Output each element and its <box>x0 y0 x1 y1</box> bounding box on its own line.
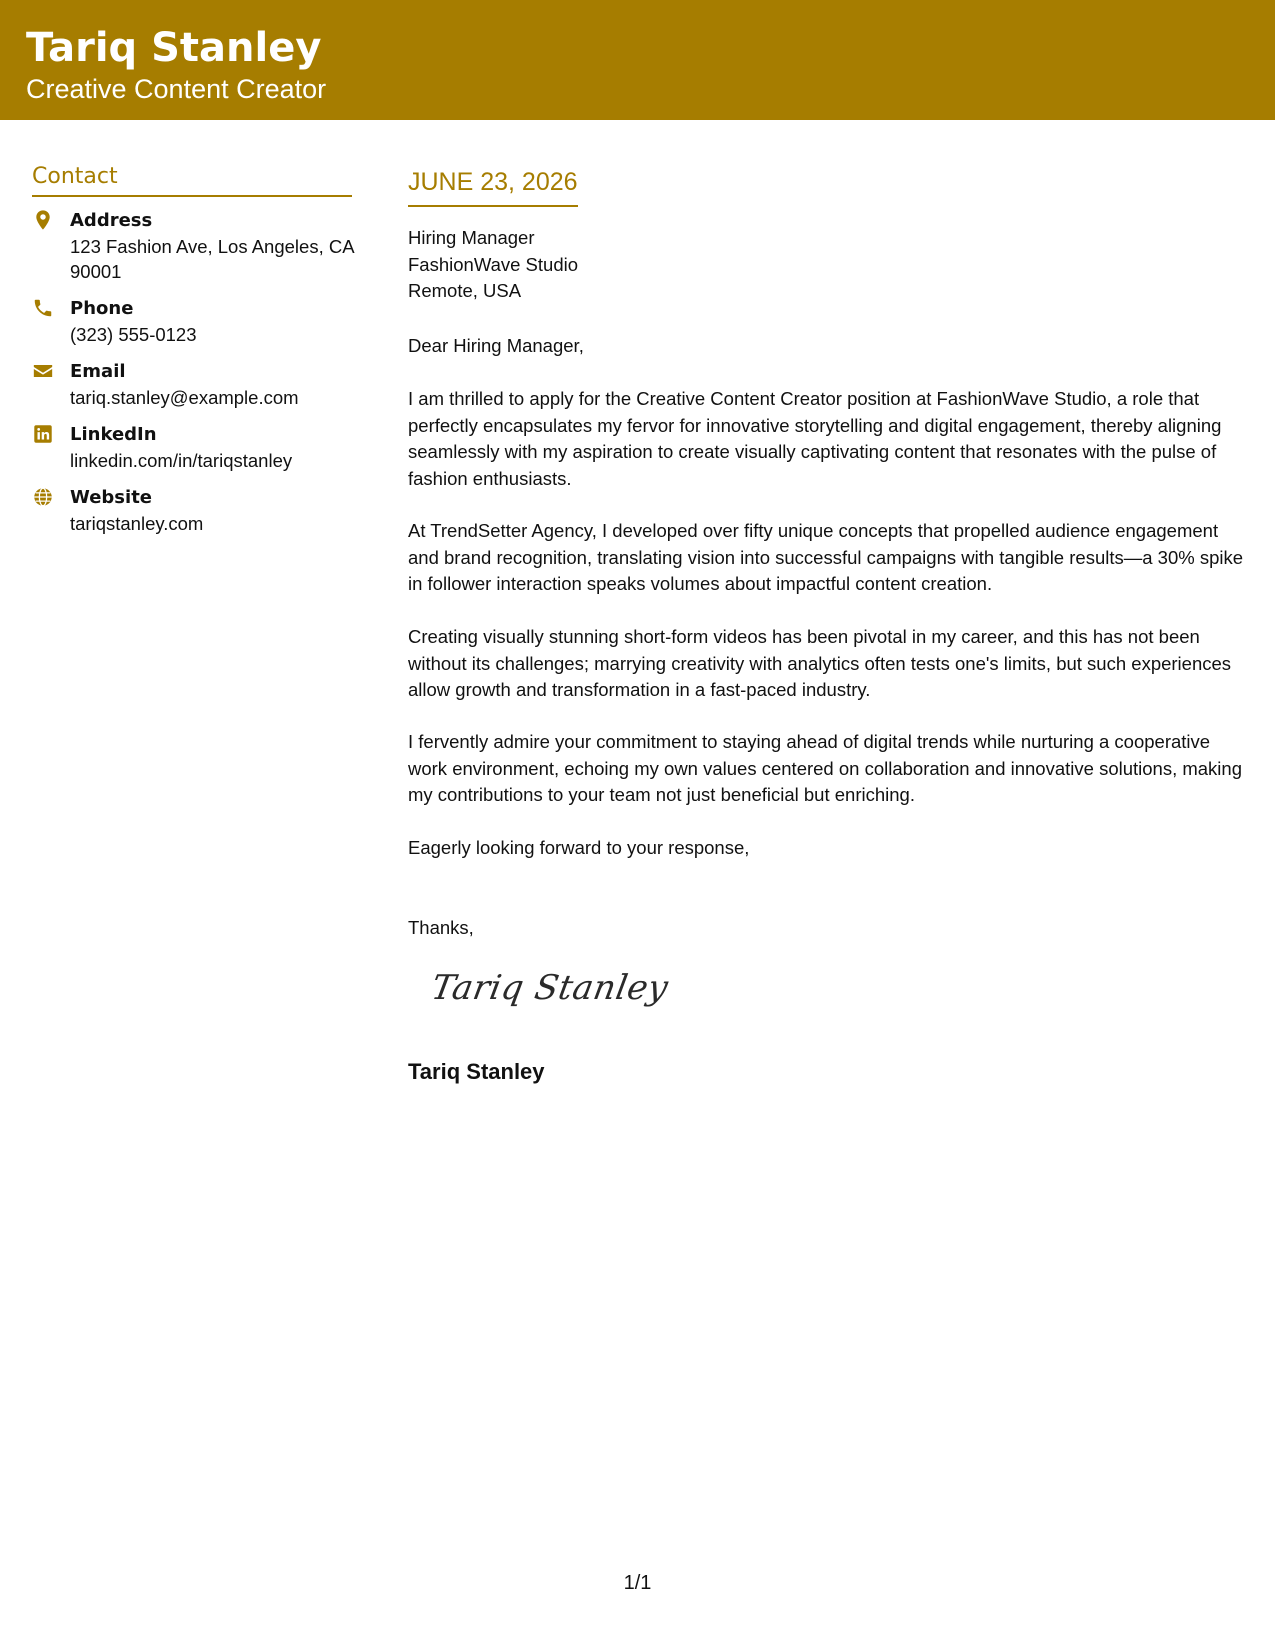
body-paragraph-1: I am thrilled to apply for the Creative Content Creator position at FashionWave Studio, a role that perfectly encapsulates my fervor for innovative storytelling and digital engagement, thereby aligning seamlessly with my aspiration to create visually captivating content that resonates with the pulse of fashion enthusiasts. <box>408 388 1222 489</box>
contact-label: Website <box>70 487 153 508</box>
contact-label: Address <box>70 210 153 231</box>
contact-value-website: tariqstanley.com <box>70 513 204 534</box>
contact-value-address: 123 Fashion Ave, Los Angeles, CA 90001 <box>70 236 354 282</box>
page-number: 1/1 <box>623 1572 652 1594</box>
contact-value-linkedin: linkedin.com/in/tariqstanley <box>70 450 293 471</box>
body-paragraph-2: At TrendSetter Agency, I developed over fifty unique concepts that propelled audience engagement and brand recognition, translating vision into successful campaigns with tangible results—a 30% spike in follower interaction speaks volumes about impactful content creation. <box>408 520 1244 594</box>
linkedin-icon <box>32 423 58 447</box>
letter-date: JUNE 23, 2026 <box>408 166 578 207</box>
contact-value-email: tariq.stanley@example.com <box>70 387 299 408</box>
envelope-icon <box>32 360 58 384</box>
contact-heading: Contact <box>32 162 352 197</box>
handwritten-signature: Tariq Stanley <box>428 968 672 1008</box>
recipient-company: FashionWave Studio <box>408 253 579 275</box>
signoff: Thanks, <box>408 917 474 938</box>
closing-line: Eagerly looking forward to your response, <box>408 837 750 858</box>
recipient-location: Remote, USA <box>408 280 522 301</box>
phone-icon <box>32 297 58 321</box>
globe-icon <box>32 486 58 510</box>
contact-label: LinkedIn <box>70 424 157 445</box>
signer-name: Tariq Stanley <box>408 1059 545 1084</box>
recipient-block <box>408 225 578 305</box>
applicant-name: Tariq Stanley <box>26 25 322 71</box>
contact-value-phone: (323) 555-0123 <box>70 324 197 345</box>
header-banner <box>0 0 1275 120</box>
recipient-title: Hiring Manager <box>408 227 535 248</box>
contact-label: Phone <box>70 298 134 319</box>
contact-label: Email <box>70 361 126 382</box>
applicant-title: Creative Content Creator <box>26 74 327 104</box>
map-pin-icon <box>32 209 58 233</box>
body-paragraph-3: Creating visually stunning short-form videos has been pivotal in my career, and this has not been without its challenges; marrying creativity with analytics often tests one's limits, but such experiences allow growth and transformation in a fast-paced industry. <box>408 626 1232 700</box>
body-paragraph-4: I fervently admire your commitment to staying ahead of digital trends while nurturing a cooperative work environment, echoing my own values centered on collaboration and innovative solutions, making my contributions to your team not just beneficial but enriching. <box>408 731 1242 805</box>
salutation: Dear Hiring Manager, <box>408 335 584 356</box>
